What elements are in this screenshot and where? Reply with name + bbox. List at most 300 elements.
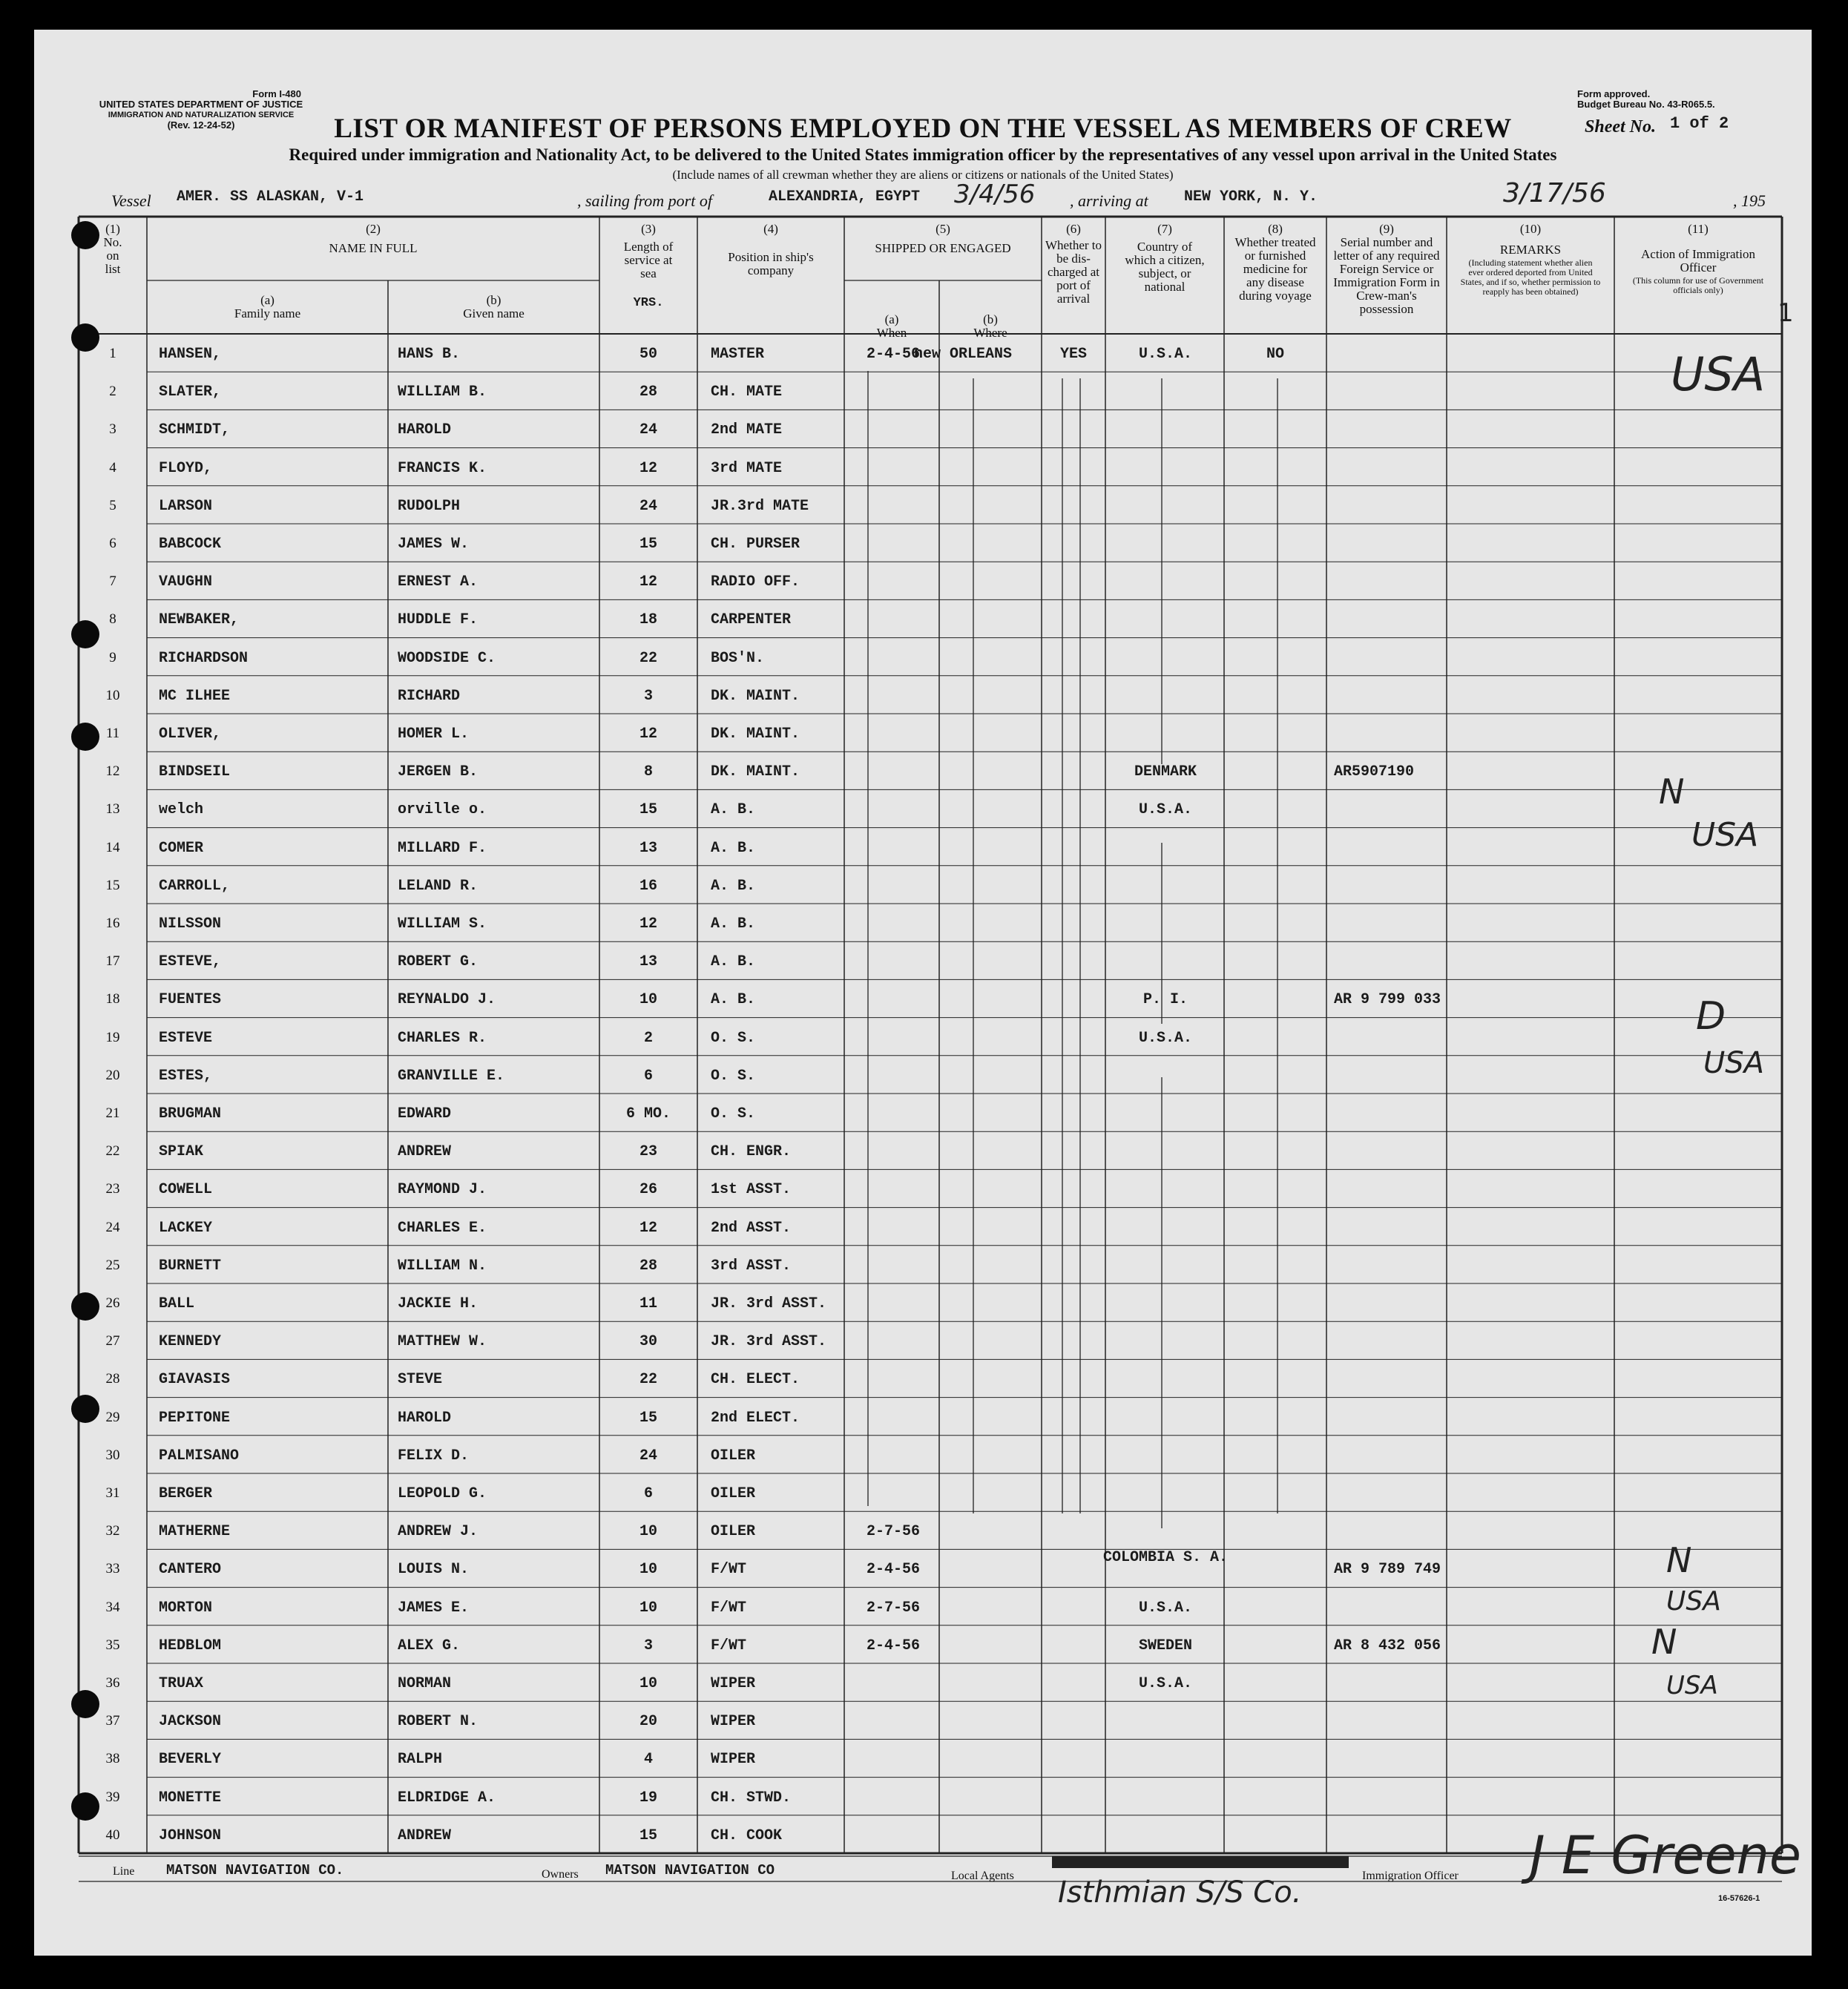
col10-header: [1447, 223, 1614, 297]
col7-num: (7): [1157, 222, 1172, 236]
year-label: , 195: [1733, 191, 1766, 210]
col3-label: Length of service at sea: [623, 240, 674, 280]
row-number: 12: [105, 763, 120, 780]
row-number: 4: [109, 459, 116, 476]
row-number: 8: [109, 611, 116, 628]
family-name: ESTEVE: [159, 1029, 213, 1047]
col2a-num: (a): [260, 293, 274, 307]
row-number: 2: [109, 384, 116, 400]
family-name: ESTEVE,: [159, 953, 222, 971]
agents-redaction: [1052, 1856, 1349, 1868]
col8-header: [1224, 223, 1326, 303]
table-row: [34, 486, 1812, 524]
col9-num: (9): [1379, 222, 1394, 236]
table-row: [34, 1588, 1812, 1625]
punch-hole: [71, 1690, 99, 1718]
family-name: KENNEDY: [159, 1333, 222, 1351]
given-name: ANDREW: [398, 1827, 452, 1844]
col2a-header: [147, 294, 388, 320]
shipped-when: 2-7-56: [866, 1523, 920, 1541]
row-number: 11: [105, 726, 120, 741]
row-number: 32: [105, 1523, 120, 1539]
form-number: Form I-480: [252, 88, 301, 99]
col5-header: [844, 223, 1042, 255]
family-name: COMER: [159, 839, 204, 857]
position: CARPENTER: [711, 611, 792, 629]
arriving-label: , arriving at: [1070, 191, 1148, 210]
position: O. S.: [711, 1105, 756, 1122]
family-name: CARROLL,: [159, 877, 231, 895]
row-number: 35: [105, 1637, 120, 1653]
years-at-sea: 4: [643, 1751, 653, 1769]
given-name: HAROLD: [398, 1409, 452, 1427]
shipped-when: 2-4-56: [866, 1637, 920, 1654]
table-row: [34, 789, 1812, 827]
row-number: 36: [105, 1675, 120, 1691]
years-at-sea: 6: [643, 1485, 653, 1502]
position: O. S.: [711, 1029, 756, 1047]
given-name: ROBERT N.: [398, 1713, 479, 1731]
given-name: CHARLES R.: [398, 1029, 487, 1047]
years-at-sea: 28: [639, 384, 657, 401]
family-name: HEDBLOM: [159, 1637, 222, 1654]
sailing-port: ALEXANDRIA, EGYPT: [769, 188, 921, 206]
form-title: LIST OR MANIFEST OF PERSONS EMPLOYED ON THE VESSEL AS MEMBERS OF CREW: [334, 114, 1512, 144]
col4-label: Position in ship's company: [728, 250, 814, 277]
position: CH. COOK: [711, 1827, 783, 1844]
position: F/WT: [711, 1637, 747, 1654]
family-name: LACKEY: [159, 1219, 213, 1237]
years-at-sea: 12: [639, 915, 657, 933]
country: U.S.A.: [1138, 346, 1192, 363]
medicine: NO: [1266, 346, 1284, 363]
position: CH. ENGR.: [711, 1143, 792, 1161]
table-row: [34, 1056, 1812, 1094]
col9-header: [1326, 223, 1447, 316]
family-name: MORTON: [159, 1599, 213, 1617]
col11-header: [1614, 223, 1782, 295]
position: BOS'N.: [711, 649, 765, 667]
table-row: [34, 448, 1812, 486]
serial-number: AR5907190: [1334, 763, 1415, 781]
row-number: 13: [105, 801, 120, 818]
annotation-row36: USA: [1666, 1671, 1718, 1700]
given-name: JAMES E.: [398, 1599, 470, 1617]
table-row: [34, 1018, 1812, 1056]
row-number: 31: [105, 1485, 120, 1501]
serial-number: AR 8 432 056: [1334, 1637, 1441, 1654]
row-number: 39: [105, 1789, 120, 1805]
col5-num: (5): [935, 222, 950, 236]
position: OILER: [711, 1485, 756, 1502]
col5a-label: When: [876, 326, 907, 340]
position: JR. 3rd ASST.: [711, 1333, 827, 1351]
country: COLOMBIA S. A.: [1102, 1549, 1229, 1567]
years-at-sea: 12: [639, 1219, 657, 1237]
table-row: [34, 1398, 1812, 1436]
row-number: 17: [105, 953, 120, 970]
given-name: WILLIAM B.: [398, 384, 487, 401]
given-name: WOODSIDE C.: [398, 649, 496, 667]
years-at-sea: 8: [643, 763, 653, 781]
col3-unit: YRS.: [633, 296, 664, 310]
table-row: [34, 1739, 1812, 1777]
position: MASTER: [711, 346, 765, 363]
row-number: 20: [105, 1067, 120, 1083]
table-row: [34, 904, 1812, 941]
arrival-date: 3/17/56: [1503, 178, 1606, 208]
given-name: RAYMOND J.: [398, 1181, 487, 1199]
years-at-sea: 10: [639, 1675, 657, 1692]
family-name: BURNETT: [159, 1257, 222, 1275]
printer-code: 16-57626-1: [1718, 1894, 1760, 1903]
position: RADIO OFF.: [711, 573, 800, 591]
family-name: MC ILHEE: [159, 687, 231, 705]
family-name: BEVERLY: [159, 1751, 222, 1769]
annotation-row33: N: [1666, 1540, 1692, 1580]
punch-hole: [71, 1792, 99, 1821]
punch-hole: [71, 723, 99, 751]
arriving-port: NEW YORK, N. Y.: [1184, 188, 1318, 206]
shipped-where: new ORLEANS: [914, 346, 1013, 363]
budget-bureau: Budget Bureau No. 43-R065.5.: [1577, 99, 1715, 110]
given-name: FRANCIS K.: [398, 459, 487, 477]
annotation-row12: N: [1659, 772, 1685, 812]
table-row: [34, 1663, 1812, 1701]
family-name: SCHMIDT,: [159, 421, 231, 439]
given-name: ANDREW: [398, 1143, 452, 1161]
col5-label: SHIPPED OR ENGAGED: [875, 241, 1011, 255]
table-row: [34, 1246, 1812, 1283]
table-row: [34, 562, 1812, 599]
table-row: [34, 1473, 1812, 1511]
col3-num: (3): [641, 222, 656, 236]
position: A. B.: [711, 991, 756, 1009]
table-row: [34, 1169, 1812, 1207]
table-row: [34, 1549, 1812, 1587]
given-name: GRANVILLE E.: [398, 1067, 505, 1085]
position: 1st ASST.: [711, 1181, 792, 1199]
table-row: [34, 1436, 1812, 1473]
family-name: SPIAK: [159, 1143, 204, 1161]
given-name: CHARLES E.: [398, 1219, 487, 1237]
row-number: 37: [105, 1713, 120, 1729]
family-name: BRUGMAN: [159, 1105, 222, 1122]
given-name: orville o.: [398, 801, 487, 819]
years-at-sea: 22: [639, 649, 657, 667]
col5b-num: (b): [983, 312, 998, 326]
position: 2nd ELECT.: [711, 1409, 800, 1427]
country: P. I.: [1142, 991, 1188, 1009]
given-name: WILLIAM N.: [398, 1257, 487, 1275]
family-name: LARSON: [159, 497, 213, 515]
position: A. B.: [711, 801, 756, 819]
table-row: [34, 1778, 1812, 1815]
table-row: [34, 714, 1812, 752]
row-number: 26: [105, 1295, 120, 1311]
years-at-sea: 18: [639, 611, 657, 629]
country: U.S.A.: [1138, 801, 1192, 819]
col10-label: REMARKS: [1499, 243, 1562, 257]
given-name: NORMAN: [398, 1675, 452, 1692]
family-name: FUENTES: [159, 991, 222, 1009]
years-at-sea: 23: [639, 1143, 657, 1161]
position: JR.3rd MATE: [711, 497, 809, 515]
vessel-name: AMER. SS ALASKAN, V-1: [177, 188, 364, 206]
annotation-row18: D: [1696, 994, 1726, 1039]
sailing-date: 3/4/56: [954, 180, 1036, 209]
table-row: [34, 599, 1812, 637]
annotation-row13: USA: [1691, 816, 1759, 854]
form-subtitle: Required under immigration and Nationality Act, to be delivered to the United States immigration officer by the representatives of any vessel upon arrival in the United States: [289, 145, 1557, 164]
col5a-num: (a): [884, 312, 899, 326]
serial-number: AR 9 799 033: [1334, 991, 1441, 1009]
annotation-row34: USA: [1666, 1586, 1721, 1617]
position: DK. MAINT.: [711, 726, 800, 743]
col2-num: (2): [366, 222, 381, 236]
given-name: HANS B.: [398, 346, 461, 363]
years-at-sea: 10: [639, 1523, 657, 1541]
table-row: [34, 1625, 1812, 1663]
col10-num: (10): [1519, 222, 1542, 236]
table-row: [34, 1701, 1812, 1739]
given-name: REYNALDO J.: [398, 991, 496, 1009]
col11-label: Action of Immigration Officer: [1641, 247, 1755, 274]
col7-header: [1105, 223, 1224, 294]
col11-note: (This column for use of Government officials only): [1632, 275, 1764, 295]
family-name: BERGER: [159, 1485, 213, 1502]
years-at-sea: 20: [639, 1713, 657, 1731]
family-name: RICHARDSON: [159, 649, 249, 667]
row-number: 22: [105, 1143, 120, 1160]
col1-num: (1): [105, 222, 120, 236]
years-at-sea: 15: [639, 801, 657, 819]
table-row: [34, 524, 1812, 562]
position: WIPER: [711, 1675, 756, 1692]
table-row: [34, 1131, 1812, 1169]
country: U.S.A.: [1138, 1029, 1192, 1047]
punch-hole: [71, 221, 99, 249]
family-name: TRUAX: [159, 1675, 204, 1692]
years-at-sea: 6: [643, 1067, 653, 1085]
col6-num: (6): [1066, 222, 1081, 236]
years-at-sea: 15: [639, 1409, 657, 1427]
years-at-sea: 13: [639, 953, 657, 971]
annotation-row1: USA: [1671, 347, 1766, 401]
position: A. B.: [711, 877, 756, 895]
shipped-when: 2-7-56: [866, 1599, 920, 1617]
family-name: NILSSON: [159, 915, 222, 933]
position: CH. STWD.: [711, 1789, 792, 1806]
col6-header: [1042, 223, 1105, 306]
position: A. B.: [711, 839, 756, 857]
col3-header: [599, 223, 697, 310]
years-at-sea: 12: [639, 726, 657, 743]
col2b-header: [388, 294, 599, 320]
years-at-sea: 12: [639, 573, 657, 591]
table-row: [34, 866, 1812, 904]
years-at-sea: 15: [639, 1827, 657, 1844]
row-number: 1: [109, 346, 116, 361]
years-at-sea: 11: [639, 1295, 657, 1312]
row-number: 21: [105, 1105, 120, 1121]
annotation-row19: USA: [1703, 1046, 1765, 1080]
annotation-row35: N: [1651, 1622, 1677, 1662]
years-at-sea: 24: [639, 497, 657, 515]
country: U.S.A.: [1138, 1599, 1192, 1617]
line-label: Line: [113, 1865, 135, 1878]
years-at-sea: 3: [643, 687, 653, 705]
punch-hole: [71, 323, 99, 352]
years-at-sea: 50: [639, 346, 657, 363]
family-name: SLATER,: [159, 384, 222, 401]
col4-num: (4): [763, 222, 778, 236]
row-number: 19: [105, 1029, 120, 1045]
col1-label: No. on list: [103, 235, 122, 276]
position: WIPER: [711, 1713, 756, 1731]
position: JR. 3rd ASST.: [711, 1295, 827, 1312]
row-number: 33: [105, 1561, 120, 1577]
given-name: ANDREW J.: [398, 1523, 479, 1541]
shipped-when: 2-4-56: [866, 346, 920, 363]
col8-num: (8): [1268, 222, 1283, 236]
given-name: EDWARD: [398, 1105, 452, 1122]
given-name: RUDOLPH: [398, 497, 461, 515]
given-name: MATTHEW W.: [398, 1333, 487, 1351]
table-row: [34, 676, 1812, 714]
years-at-sea: 2: [643, 1029, 653, 1047]
col9-label: Serial number and letter of any required Foreign Service or Immigration Form in Crew-man's possession: [1333, 235, 1440, 316]
years-at-sea: 28: [639, 1257, 657, 1275]
years-at-sea: 24: [639, 1447, 657, 1464]
discharge: YES: [1059, 346, 1087, 363]
col2-label: NAME IN FULL: [329, 241, 418, 255]
table-row: [34, 941, 1812, 979]
officer-label: Immigration Officer: [1362, 1870, 1459, 1882]
agency-name: UNITED STATES DEPARTMENT OF JUSTICE: [99, 99, 303, 110]
years-at-sea: 6 MO.: [625, 1105, 671, 1122]
row-number: 24: [105, 1219, 120, 1235]
row-number: 29: [105, 1409, 120, 1425]
family-name: JOHNSON: [159, 1827, 222, 1844]
years-at-sea: 13: [639, 839, 657, 857]
years-at-sea: 30: [639, 1333, 657, 1351]
table-row: [34, 372, 1812, 410]
position: 3rd ASST.: [711, 1257, 792, 1275]
sheet-label: Sheet No.: [1585, 117, 1656, 137]
given-name: WILLIAM S.: [398, 915, 487, 933]
owners-value: MATSON NAVIGATION CO: [605, 1862, 775, 1878]
col8-label: Whether treated or furnished medicine for any disease during voyage: [1234, 235, 1316, 303]
row-number: 5: [109, 497, 116, 513]
serial-number: AR 9 789 749: [1334, 1561, 1441, 1579]
row-number: 38: [105, 1751, 120, 1767]
given-name: JACKIE H.: [398, 1295, 479, 1312]
position: CH. PURSER: [711, 536, 800, 553]
table-row: [34, 828, 1812, 866]
given-name: STEVE: [398, 1371, 443, 1389]
col4-header: [697, 223, 844, 277]
table-row: [34, 1094, 1812, 1131]
table-row: [34, 1511, 1812, 1549]
col2a-label: Family name: [234, 306, 301, 320]
col6-label: Whether to be dis-charged at port of arrival: [1045, 238, 1102, 306]
col2b-num: (b): [486, 293, 502, 307]
family-name: BALL: [159, 1295, 195, 1312]
service-name: IMMIGRATION AND NATURALIZATION SERVICE: [108, 111, 295, 119]
given-name: ROBERT G.: [398, 953, 479, 971]
position: OILER: [711, 1523, 756, 1541]
table-row: [34, 1208, 1812, 1246]
col7-label: Country of which a citizen, subject, or national: [1125, 240, 1205, 294]
row-number: 15: [105, 877, 120, 893]
position: 3rd MATE: [711, 459, 783, 477]
years-at-sea: 24: [639, 421, 657, 439]
row-number: 23: [105, 1181, 120, 1197]
given-name: LOUIS N.: [398, 1561, 470, 1579]
row-number: 18: [105, 991, 120, 1007]
sailing-label: , sailing from port of: [577, 191, 712, 210]
country: SWEDEN: [1138, 1637, 1192, 1654]
family-name: PALMISANO: [159, 1447, 240, 1464]
owners-label: Owners: [542, 1868, 579, 1881]
position: F/WT: [711, 1599, 747, 1617]
form-approved: Form approved.: [1577, 88, 1651, 99]
given-name: ALEX G.: [398, 1637, 461, 1654]
table-row: [34, 638, 1812, 676]
family-name: FLOYD,: [159, 459, 213, 477]
family-name: OLIVER,: [159, 726, 222, 743]
years-at-sea: 3: [643, 1637, 653, 1654]
position: F/WT: [711, 1561, 747, 1579]
row-number: 6: [109, 536, 116, 551]
position: CH. MATE: [711, 384, 783, 401]
family-name: MATHERNE: [159, 1523, 231, 1541]
family-name: CANTERO: [159, 1561, 222, 1579]
given-name: HAROLD: [398, 421, 452, 439]
years-at-sea: 12: [639, 459, 657, 477]
position: CH. ELECT.: [711, 1371, 800, 1389]
col2b-label: Given name: [463, 306, 525, 320]
years-at-sea: 10: [639, 1561, 657, 1579]
position: DK. MAINT.: [711, 687, 800, 705]
position: 2nd ASST.: [711, 1219, 792, 1237]
row-number: 34: [105, 1599, 120, 1615]
punch-hole: [71, 620, 99, 648]
line-value: MATSON NAVIGATION CO.: [166, 1862, 344, 1878]
given-name: LELAND R.: [398, 877, 479, 895]
row-number: 28: [105, 1371, 120, 1387]
punch-hole: [71, 1395, 99, 1423]
position: DK. MAINT.: [711, 763, 800, 781]
row-number: 7: [109, 573, 116, 590]
position: A. B.: [711, 915, 756, 933]
given-name: RICHARD: [398, 687, 461, 705]
position: 2nd MATE: [711, 421, 783, 439]
row-number: 30: [105, 1447, 120, 1463]
family-name: BINDSEIL: [159, 763, 231, 781]
given-name: LEOPOLD G.: [398, 1485, 487, 1502]
position: O. S.: [711, 1067, 756, 1085]
row-number: 10: [105, 687, 120, 703]
row-number: 16: [105, 915, 120, 931]
years-at-sea: 22: [639, 1371, 657, 1389]
revision-date: (Rev. 12-24-52): [167, 119, 235, 131]
years-at-sea: 10: [639, 991, 657, 1009]
col10-note: (Including statement whether alien ever ordered deported from United States, and if so, whether permission to reapply has been obtained): [1460, 257, 1601, 297]
table-row: [34, 1321, 1812, 1359]
punch-hole: [71, 1292, 99, 1321]
